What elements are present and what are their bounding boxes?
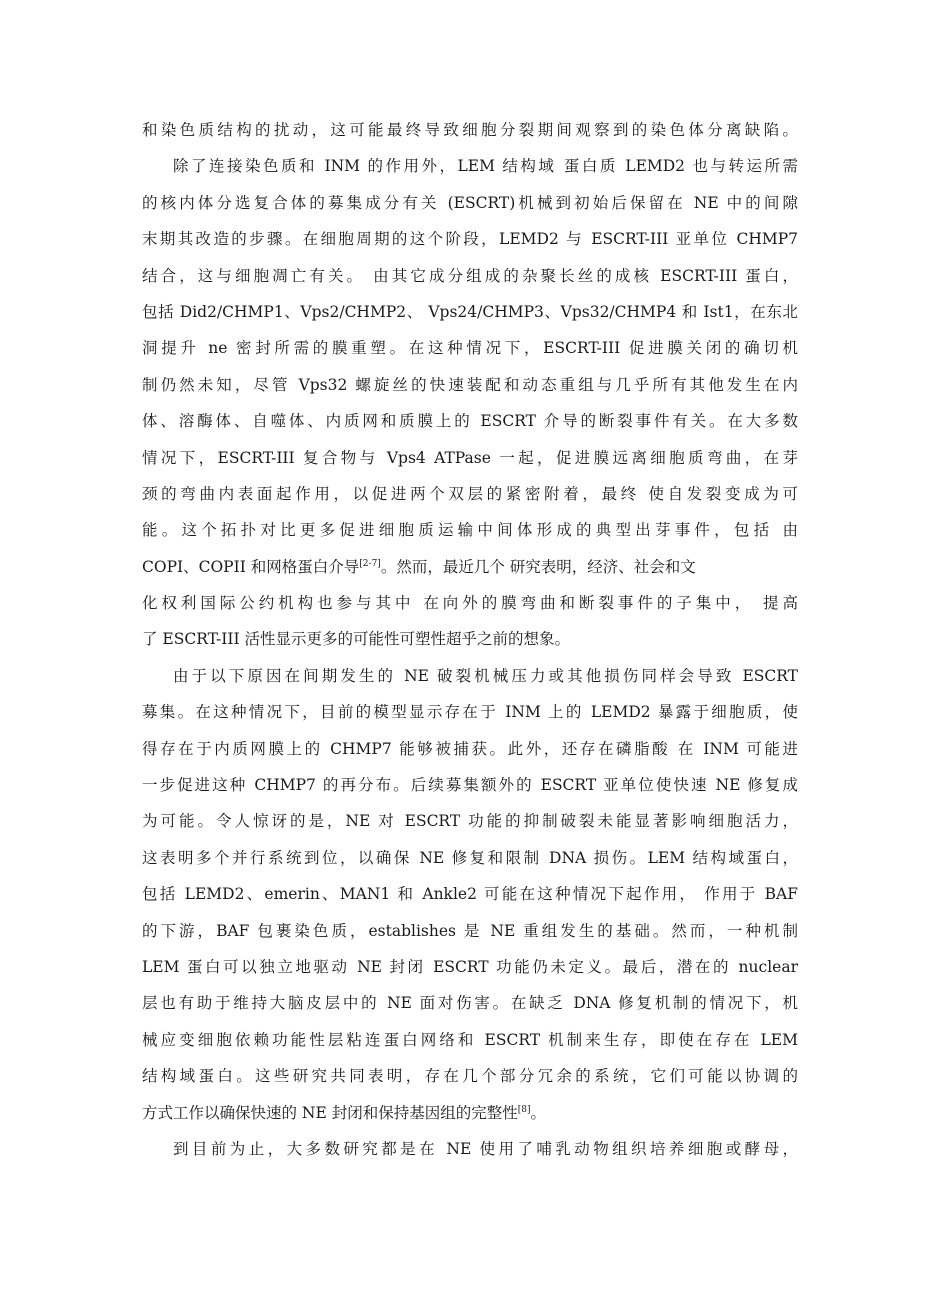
text-line: [142, 731, 798, 767]
line-text: LEM 蛋白可以独立地驱动 NE 封闭 ESCRT 功能仍未定义。最后，潜在的 nuclear: [142, 957, 798, 976]
line-text: 到目前为止，大多数研究都是在 NE 使用了哺乳动物组织培养细胞或酵母，: [173, 1139, 798, 1158]
text-line: [142, 476, 798, 512]
text-line: [142, 294, 798, 330]
line-text: 械应变细胞依赖功能性层粘连蛋白网络和 ESCRT 机制来生存，即使在存在 LEM: [142, 1030, 798, 1049]
line-text: 末期其改造的步骤。在细胞周期的这个阶段，LEMD2 与 ESCRT-III 亚单位 CHMP7: [142, 230, 798, 249]
line-text: 的核内体分选复合体的募集成分有关 (ESCRT)机械到初始后保留在 NE 中的间隙: [142, 193, 798, 212]
line-text: 的下游，BAF 包裹染色质，establishes 是 NE 重组发生的基础。然而，一种机制: [142, 921, 798, 940]
text-line: [142, 185, 798, 221]
citation-marker: [2-7]: [359, 558, 381, 569]
line-text: 这表明多个并行系统到位，以确保 NE 修复和限制 DNA 损伤。LEM 结构域蛋白，: [142, 848, 798, 867]
paragraph-4: [142, 1131, 798, 1167]
line-text: 除了连接染色质和 INM 的作用外，LEM 结构域 蛋白质 LEMD2 也与转运所需: [173, 157, 798, 176]
text-line: [142, 658, 798, 694]
line-text: 和染色质结构的扰动，这可能最终导致细胞分裂期间观察到的染色体分离缺陷。: [142, 121, 798, 139]
line-text: 情况下，ESCRT-III 复合物与 Vps4 ATPase 一起，促进膜远离细胞质弯曲，在芽: [142, 448, 798, 467]
line-text: 募集。在这种情况下，目前的模型显示存在于 INM 上的 LEMD2 暴露于细胞质，使: [142, 703, 798, 722]
line-text: 颈的弯曲内表面起作用，以促进两个双层的紧密附着，最终 使自发裂变成为可: [142, 484, 798, 503]
line-text: 得存在于内质网膜上的 CHMP7 能够被捕获。此外，还存在磷脂酸 在 INM 可能进: [142, 739, 798, 758]
text-line: [142, 221, 798, 257]
line-text: 结合，这与细胞凋亡有关。 由其它成分组成的杂聚长丝的成核 ESCRT-III 蛋白，: [142, 266, 798, 285]
line-text: 了 ESCRT-III 活性显示更多的可能性可塑性超乎之前的想象。: [142, 630, 570, 649]
citation-marker: [8]: [517, 1104, 531, 1115]
line-text: 包括 LEMD2、emerin、MAN1 和 Ankle2 可能在这种情况下起作用， 作用于 BAF: [142, 885, 798, 904]
document-body: [142, 112, 798, 1167]
line-text: 能。这个拓扑对比更多促进细胞质运输中间体形成的典型出芽事件，包括 由: [142, 521, 798, 540]
text-line: [142, 876, 798, 912]
text-line: [142, 949, 798, 985]
line-text: 一步促进这种 CHMP7 的再分布。后续募集额外的 ESCRT 亚单位使快速 NE 修复成: [142, 776, 798, 795]
line-text: 结构域蛋白。这些研究共同表明，存在几个部分冗余的系统，它们可能以协调的: [142, 1067, 798, 1086]
line-text: 为可能。令人惊讶的是，NE 对 ESCRT 功能的抑制破裂未能显著影响细胞活力，: [142, 812, 798, 831]
paragraph-3: [142, 658, 798, 1131]
text-line-with-citation: [142, 549, 798, 585]
line-text: 包括 Did2/CHMP1、Vps2/CHMP2、 Vps24/CHMP3、Vps32/CHMP4 和 Ist1，在东北: [142, 302, 798, 321]
text-line: [142, 985, 798, 1021]
text-line: [142, 1058, 798, 1094]
line-text: [142, 549, 798, 585]
line-text-tail: 。: [530, 1103, 546, 1122]
text-line: [142, 440, 798, 476]
line-text: 化权利国际公约机构也参与其中 在向外的膜弯曲和断裂事件的子集中， 提高: [142, 594, 798, 613]
text-line: [142, 330, 798, 366]
text-line: [142, 112, 798, 148]
text-line: [142, 585, 798, 621]
line-text: 洞提升 ne 密封所需的膜重塑。在这种情况下，ESCRT-III 促进膜关闭的确切机: [142, 339, 798, 358]
text-line: [142, 403, 798, 439]
line-text: 体、溶酶体、自噬体、内质网和质膜上的 ESCRT 介导的断裂事件有关。在大多数: [142, 412, 798, 431]
text-line: [142, 148, 798, 184]
text-line: [142, 767, 798, 803]
text-line: [142, 694, 798, 730]
line-text: [142, 1095, 798, 1131]
text-line: [142, 1131, 798, 1167]
paragraph-1: [142, 112, 798, 148]
line-text: 由于以下原因在间期发生的 NE 破裂机械压力或其他损伤同样会导致 ESCRT: [173, 666, 798, 685]
text-line: [142, 1022, 798, 1058]
line-text: 制仍然未知，尽管 Vps32 螺旋丝的快速装配和动态重组与几乎所有其他发生在内: [142, 375, 798, 394]
line-text: 层也有助于维持大脑皮层中的 NE 面对伤害。在缺乏 DNA 修复机制的情况下，机: [142, 994, 798, 1013]
text-line: [142, 367, 798, 403]
text-line: [142, 840, 798, 876]
line-text-head: COPI、COPII 和网格蛋白介导: [142, 557, 360, 576]
text-line: [142, 803, 798, 839]
text-line: [142, 913, 798, 949]
text-line: [142, 258, 798, 294]
paragraph-2: [142, 148, 798, 657]
line-text-tail: 。然而，最近几个 研究表明，经济、社会和文: [380, 557, 696, 576]
text-line: [142, 512, 798, 548]
text-line: [142, 621, 798, 657]
line-text-head: 方式工作以确保快速的 NE 封闭和保持基因组的完整性: [142, 1103, 518, 1122]
text-line-with-citation: [142, 1095, 798, 1131]
